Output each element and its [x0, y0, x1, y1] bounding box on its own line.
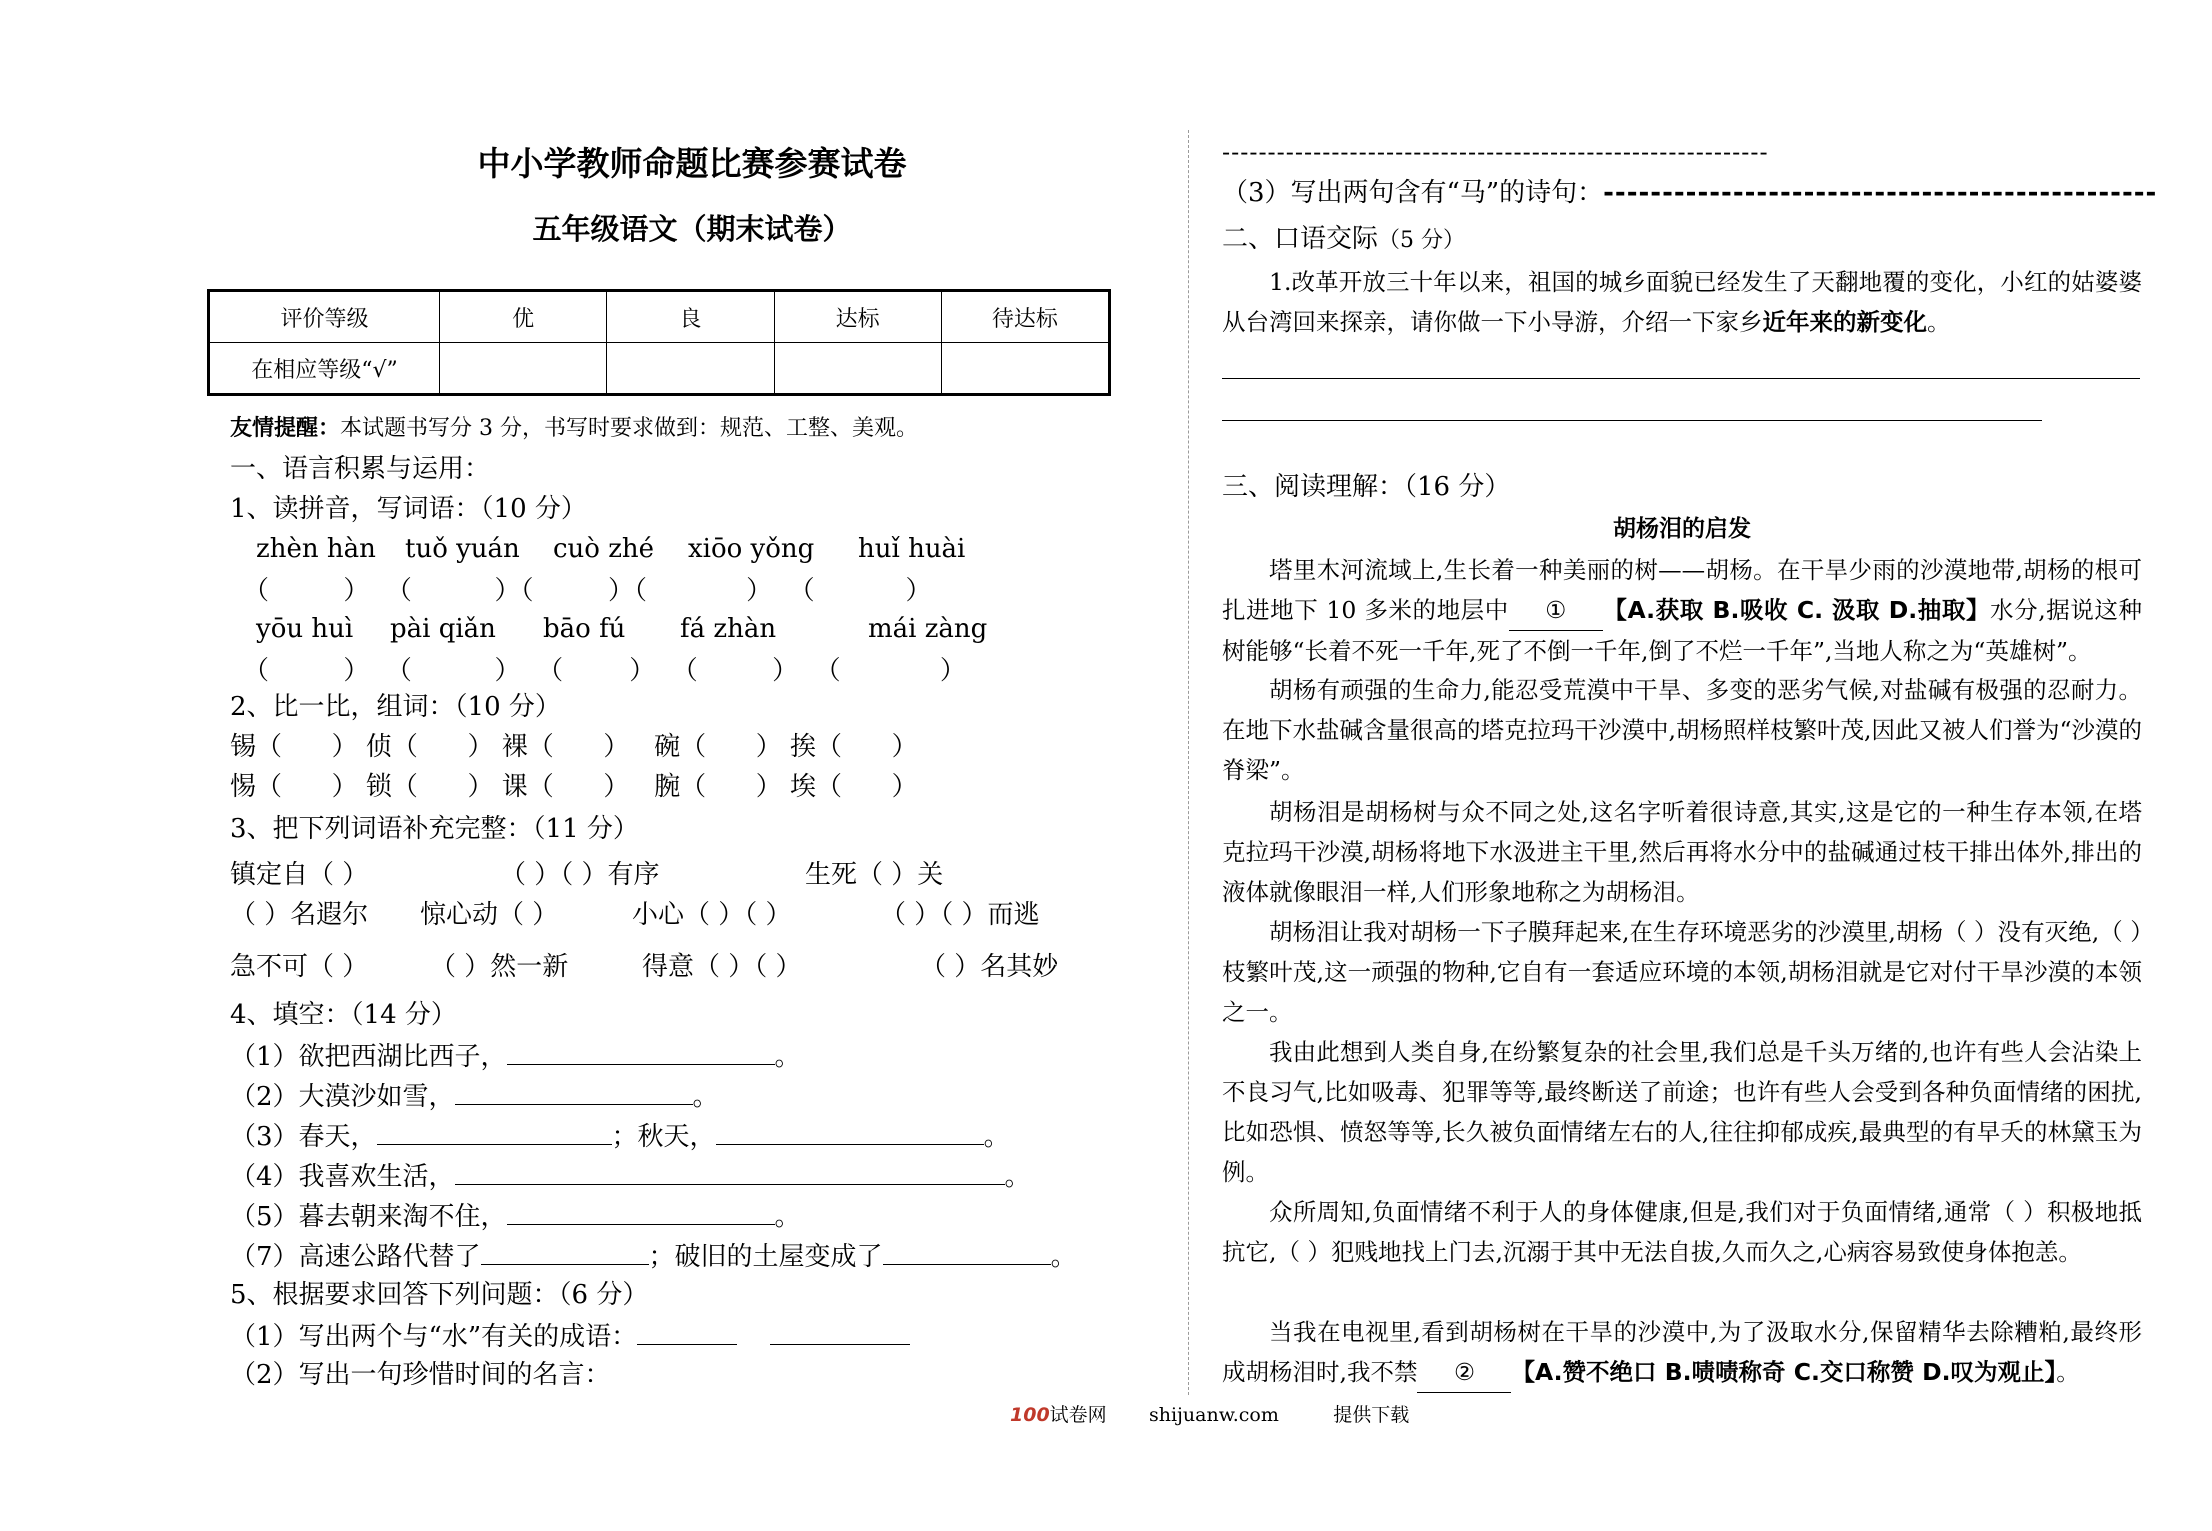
pinyin: tuǒ yuán: [405, 534, 520, 564]
q2-row2: 惕（ ） 锁（ ） 课（ ） 腕（ ） 埃（ ）: [230, 772, 918, 802]
passage-paragraph-7: [1222, 1312, 2142, 1393]
pinyin: fá zhàn: [680, 614, 777, 644]
fill-text: （3）春天，: [230, 1122, 377, 1152]
fill-text: （1）欲把西湖比西子，: [230, 1042, 507, 1072]
idiom: 生死（ ）关: [805, 860, 944, 890]
char: 挨: [790, 732, 817, 762]
pinyin: xiōo yǒng: [688, 534, 815, 564]
grade-header-cell: 待达标: [941, 291, 1109, 343]
passage-text: 。: [2056, 1358, 2080, 1386]
section2-emphasis: 近年来的新变化: [1762, 308, 1927, 336]
choice-options: 【A.赞不绝口 B.啧啧称奇 C.交口称赞 D.叹为观止】: [1511, 1358, 2057, 1386]
section3-title: 三、阅读理解：（16 分）: [1222, 472, 1511, 502]
fill-item: [230, 1238, 1077, 1274]
char: 裸: [501, 732, 528, 762]
answer-blank[interactable]: ②: [1417, 1352, 1511, 1393]
answer-blank[interactable]: ①: [1509, 590, 1603, 631]
passage-paragraph-4: 胡杨泪让我对胡杨一下子膜拜起来,在生存环境恶劣的沙漠里,胡杨（ ）没有灭绝,（ ）枝繁叶茂,这一顽强的物种,它自有一套适应环境的本领,胡杨泪就是它对付干旱沙漠的本领之一。: [1222, 918, 2142, 1026]
passage-paragraph-2: 胡杨有顽强的生命力,能忍受荒漠中干旱、多变的恶劣气候,对盐碱有极强的忍耐力。在地下水盐碱含量很高的塔克拉玛干沙漠中,胡杨照样枝繁叶茂,因此又被人们誉为“沙漠的脊梁”。: [1222, 676, 2142, 784]
grade-table-check-row: [209, 343, 1110, 395]
char: 腕: [654, 772, 681, 802]
fill-item: [230, 1118, 1010, 1154]
idiom: （ ）（ ）有序: [500, 860, 660, 890]
grade-check-cell[interactable]: [607, 343, 774, 395]
section2-title: [1222, 222, 1465, 258]
reminder: [230, 412, 918, 446]
grade-check-cell[interactable]: [440, 343, 607, 395]
fill-item: [230, 1078, 719, 1114]
q5-title: 5、根据要求回答下列问题：（6 分）: [230, 1280, 649, 1310]
fill-blank[interactable]: [377, 1118, 612, 1145]
fill-blank[interactable]: [883, 1238, 1051, 1265]
passage-paragraph-1: [1222, 550, 2142, 671]
passage-paragraph-5: 我由此想到人类自身,在纷繁复杂的社会里,我们总是千头万绪的,也许有些人会沾染上不良习气,比如吸毒、犯罪等等,最终断送了前途；也许有些人会受到各种负面情绪的困扰,比如恐惧、愤怒等等,长久被负面情绪左右的人,往往抑郁成疾,最典型的有早夭的林黛玉为例。: [1222, 1038, 2142, 1186]
passage-text: 水分,据说这种树能够“长着不死一千年,死了不倒一千年,倒了不烂一千年”,当地人称之为“英雄树”。: [1222, 596, 2142, 665]
char: 课: [501, 772, 528, 802]
idiom: 小心（ ）（ ）: [632, 900, 792, 930]
reminder-label: 友情提醒：: [230, 416, 341, 441]
q3-title: 3、把下列词语补充完整：（11 分）: [230, 814, 639, 844]
q5-item1: [230, 1318, 910, 1354]
q2-row1: 锡（ ） 侦（ ） 裸（ ） 碗（ ） 挨（ ）: [230, 732, 918, 762]
fill-blank[interactable]: [507, 1198, 775, 1225]
grade-header-cell: 优: [440, 291, 607, 343]
q1-title: 1、读拼音，写词语：（10 分）: [230, 494, 587, 524]
section2-score: （5 分）: [1378, 228, 1466, 253]
grade-header-cell: 良: [607, 291, 774, 343]
fill-blank[interactable]: [481, 1238, 649, 1265]
q2-title: 2、比一比，组词：（10 分）: [230, 692, 561, 722]
fill-text: 。: [1050, 1242, 1077, 1272]
section1-title: 一、语言积累与运用：: [230, 454, 491, 484]
fill-blank[interactable]: [716, 1118, 984, 1145]
fill-text: 。: [774, 1042, 801, 1072]
choice-options: 【A.获取 B.吸收 C. 汲取 D.抽取】: [1602, 596, 1991, 624]
grade-header-cell: 评价等级: [209, 291, 440, 343]
idiom: 惊心动（ ）: [420, 900, 559, 930]
grade-header-cell: 达标: [774, 291, 941, 343]
fill-text: 。: [1004, 1162, 1031, 1192]
pinyin: yōu huì: [256, 614, 354, 644]
section2-text: 1.改革开放三十年以来，祖国的城乡面貌已经发生了天翻地覆的变化，小红的姑婆婆从台湾回来探亲，请你做一下小导游，介绍一下家乡: [1222, 268, 2142, 336]
fill-text: （5）暮去朝来淘不住，: [230, 1202, 507, 1232]
fill-item: [230, 1038, 801, 1074]
fill-text: 。: [774, 1202, 801, 1232]
answer-dashes[interactable]: -----------------------------------------------: [1603, 178, 2158, 208]
char: 锡: [230, 732, 257, 762]
section2-title-text: 二、口语交际: [1222, 224, 1379, 254]
grade-check-cell[interactable]: [941, 343, 1109, 395]
pinyin: bāo fú: [543, 614, 626, 644]
grade-table: [207, 289, 1111, 396]
fill-blank[interactable]: [637, 1318, 737, 1345]
q4-title: 4、填空：（14 分）: [230, 1000, 457, 1030]
pinyin: zhèn hàn: [256, 534, 376, 564]
fill-blank[interactable]: [507, 1038, 775, 1065]
fill-text: 。: [692, 1082, 719, 1112]
section2-question: [1222, 262, 2142, 342]
fill-item: [230, 1158, 1031, 1194]
idiom: （ ）名遐尔: [230, 900, 369, 930]
q5-text: （1）写出两个与“水”有关的成语：: [230, 1322, 638, 1352]
passage-title: 胡杨泪的启发: [1613, 516, 1751, 542]
item3-text: （3）写出两句含有“马”的诗句：: [1222, 178, 1604, 208]
answer-line[interactable]: [1222, 420, 2042, 421]
char: 惕: [230, 772, 257, 802]
q5-item2: （2）写出一句珍惜时间的名言：: [230, 1360, 611, 1390]
pinyin: mái zàng: [868, 614, 988, 644]
fill-blank[interactable]: [770, 1318, 910, 1345]
grade-row-label: 在相应等级“√”: [209, 343, 440, 395]
footer-note: 提供下载: [1333, 1404, 1410, 1426]
column-divider: [1188, 130, 1189, 1395]
passage-text: 塔里木河流域上,生长着一种美丽的树——胡杨。在干旱少雨的沙漠地带,胡杨的根可扎进地下 10 多米的地层中: [1222, 556, 2142, 624]
idiom: 镇定自（ ）: [230, 860, 369, 890]
section2-text: 。: [1927, 308, 1951, 336]
answer-dashes[interactable]: ------------------------------------------------------------: [1222, 138, 1769, 166]
grade-check-cell[interactable]: [774, 343, 941, 395]
pinyin: huǐ huài: [858, 534, 966, 564]
grade-table-header-row: [209, 291, 1110, 343]
exam-title: 中小学教师命题比赛参赛试卷: [477, 144, 907, 183]
idiom: （ ）（ ）而逃: [880, 900, 1040, 930]
idiom: 急不可（ ）: [230, 952, 369, 982]
item3: [1222, 176, 2157, 210]
exam-subtitle: 五年级语文（期末试卷）: [532, 212, 852, 246]
fill-blank[interactable]: [455, 1158, 1005, 1185]
char: 埃: [790, 772, 817, 802]
fill-text: （4）我喜欢生活，: [230, 1162, 455, 1192]
fill-text: （7）高速公路代替了: [230, 1242, 481, 1272]
fill-text: ；破旧的土屋变成了: [648, 1242, 883, 1272]
site-link[interactable]: shijuanw.com: [1148, 1404, 1279, 1426]
site-logo-text: 试卷网: [1049, 1404, 1107, 1426]
passage-text: 当我在电视里,看到胡杨树在干旱的沙漠中,为了汲取水分,保留精华去除糟粕,最终形成胡杨泪时,我不禁: [1222, 1318, 2142, 1386]
char: 碗: [654, 732, 681, 762]
pinyin: pài qiǎn: [390, 614, 496, 644]
idiom: （ ）然一新: [430, 952, 569, 982]
fill-text: ；秋天，: [611, 1122, 716, 1152]
passage-paragraph-6: 众所周知,负面情绪不利于人的身体健康,但是,我们对于负面情绪,通常（ ）积极地抵抗它,（ ）犯贱地找上门去,沉溺于其中无法自拔,久而久之,心病容易致使身体抱恙。: [1222, 1198, 2142, 1266]
fill-item: [230, 1198, 801, 1234]
passage-paragraph-3: 胡杨泪是胡杨树与众不同之处,这名字听着很诗意,其实,这是它的一种生存本领,在塔克拉玛干沙漠,胡杨将地下水汲进主干里,然后再将水分中的盐碱通过枝干排出体外,排出的液体就像眼泪一样,人们形象地称之为胡杨泪。: [1222, 798, 2142, 906]
reminder-text: 本试题书写分 3 分，书写时要求做到：规范、工整、美观。: [340, 416, 919, 441]
idiom: （ ）名其妙: [920, 952, 1059, 982]
fill-text: 。: [983, 1122, 1010, 1152]
fill-text: （2）大漠沙如雪，: [230, 1082, 455, 1112]
idiom: 得意（ ）（ ）: [642, 952, 802, 982]
footer: [1010, 1400, 1409, 1427]
site-logo: 100: [1010, 1404, 1050, 1426]
pinyin: cuò zhé: [553, 534, 655, 564]
fill-blank[interactable]: [455, 1078, 693, 1105]
answer-brackets[interactable]: （ ） （ ） （ ） （ ） （ ）: [243, 656, 966, 686]
char: 锁: [365, 772, 392, 802]
answer-line[interactable]: [1222, 378, 2140, 379]
answer-brackets[interactable]: （ ） （ ）（ ）（ ） （ ）: [243, 576, 932, 606]
char: 侦: [365, 732, 392, 762]
